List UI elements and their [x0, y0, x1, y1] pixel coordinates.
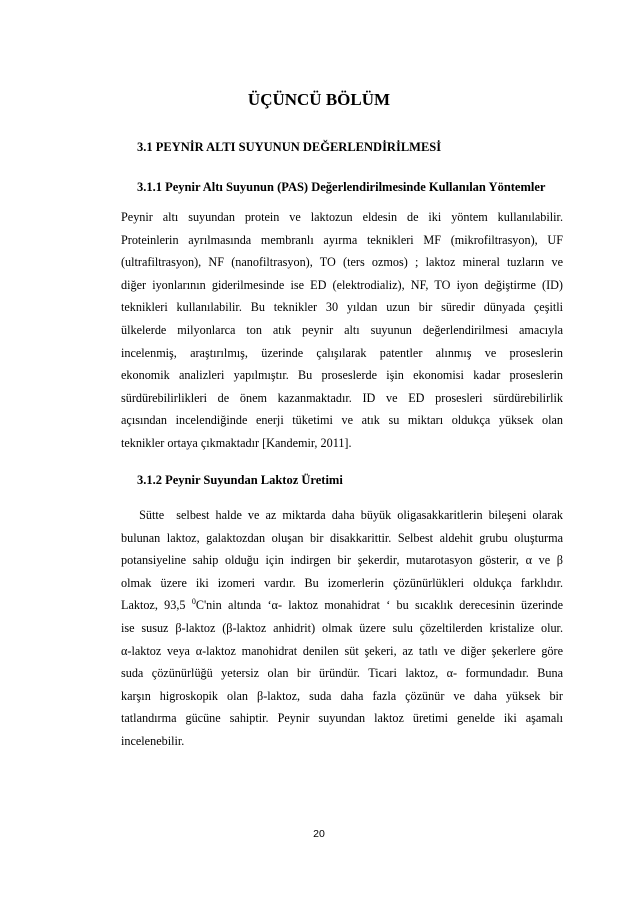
paragraph-2	[121, 504, 563, 753]
page-number: 20	[313, 828, 325, 840]
degree-prefix: Laktoz, 93,5	[121, 598, 192, 613]
paragraph-2-line: α-laktoz veya α-laktoz manohidrat denilen süt şekeri, az tatlı ve diğer şekerlere göre	[121, 643, 563, 658]
paragraph-1-line: teknikleri kullanılabilir. Bu teknikler 30 yıldan uzun bir süredir dünyada çeşitli	[121, 300, 563, 315]
subsection-heading-2: 3.1.2 Peynir Suyundan Laktoz Üretimi	[137, 473, 343, 487]
paragraph-2-line: tatlandırma gücüne sahiptir. Peynir suyundan laktoz üretimi genelde iki aşamalı	[121, 711, 563, 726]
paragraph-2-line: incelenebilir.	[121, 733, 185, 748]
paragraph-2-line: suda çözünürlüğü yetersiz olan bir üründür. Ticari laktoz, α- formundadır. Buna	[121, 666, 563, 681]
paragraph-1-line: sürdürebilirlikleri de önem kazanmaktadır. ID ve ED prosesleri sürdürebilirlik	[121, 390, 563, 405]
paragraph-2-line: karşın higroskopik olan β-laktoz, suda daha fazla çözünür ve daha yüksek bir	[121, 688, 563, 703]
paragraph-1-line: ülkelerde milyonlarca ton atık peynir altı suyunun değerlendirilmesi amacıyla	[121, 322, 563, 337]
degree-suffix: C'nin altında ‘α- laktoz monahidrat ‘ bu sıcaklık derecesinin üzerinde	[195, 598, 563, 613]
paragraph-1-line: açısından incelendiğinde enerji tüketimi ve atık su miktarı oldukça yüksek olan	[121, 413, 563, 428]
paragraph-1-line: ekonomik analizleri yapılmıştır. Bu proseslerde işin ekonomisi kadar proseslerin	[121, 368, 563, 383]
paragraph-2-line-with-degree	[121, 594, 563, 617]
degree-superscript: 0	[191, 597, 196, 607]
paragraph-1-line: Proteinlerin ayrılmasında membranlı ayırma teknikleri MF (mikrofiltrasyon), UF	[121, 232, 563, 247]
paragraph-1-line: Peynir altı suyundan protein ve laktozun eldesin de iki yöntem kullanılabilir.	[121, 210, 563, 224]
paragraph-2-line: ise susuz β-laktoz (β-laktoz anhidrit) olmak üzere sulu çözeltilerden kristalize olur.	[121, 620, 563, 635]
paragraph-2-line: bulunan laktoz, galaktozdan oluşan bir disakkarittir. Selbest aldehit grubu oluşturma	[121, 530, 563, 545]
paragraph-1-line: teknikler ortaya çıkmaktadır [Kandemir, 2011].	[121, 435, 352, 450]
paragraph-2-line: Sütte selbest halde ve az miktarda daha büyük oligasakkaritlerin bileşeni olarak	[121, 508, 563, 522]
chapter-title: ÜÇÜNCÜ BÖLÜM	[247, 90, 391, 109]
paragraph-1-line: diğer iyonlarının giderilmesinde ise ED (elektrodializ), NF, TO iyon değiştirme (ID)	[121, 277, 563, 292]
paragraph-1	[121, 206, 563, 455]
section-heading: 3.1 PEYNİR ALTI SUYUNUN DEĞERLENDİRİLMESİ	[137, 140, 442, 154]
subsection-heading-1: 3.1.1 Peynir Altı Suyunun (PAS) Değerlendirilmesinde Kullanılan Yöntemler	[137, 180, 546, 194]
paragraph-2-line: potansiyeline sahip olduğu için indirgen bir şekerdir, mutarotasyon gösterir, α ve β	[121, 553, 563, 568]
paragraph-1-line: (ultrafiltrasyon), NF (nanofiltrasyon), TO (ters ozmos) ; laktoz mineral tuzların ve	[121, 255, 563, 270]
paragraph-1-line: incelenmiş, araştırılmış, üzerinde çalışılarak patentler alınmış ve proseslerin	[121, 345, 563, 360]
paragraph-2-line: olmak üzere iki izomeri vardır. Bu izomerlerin çözünürlükleri oldukça farklıdır.	[121, 575, 563, 590]
